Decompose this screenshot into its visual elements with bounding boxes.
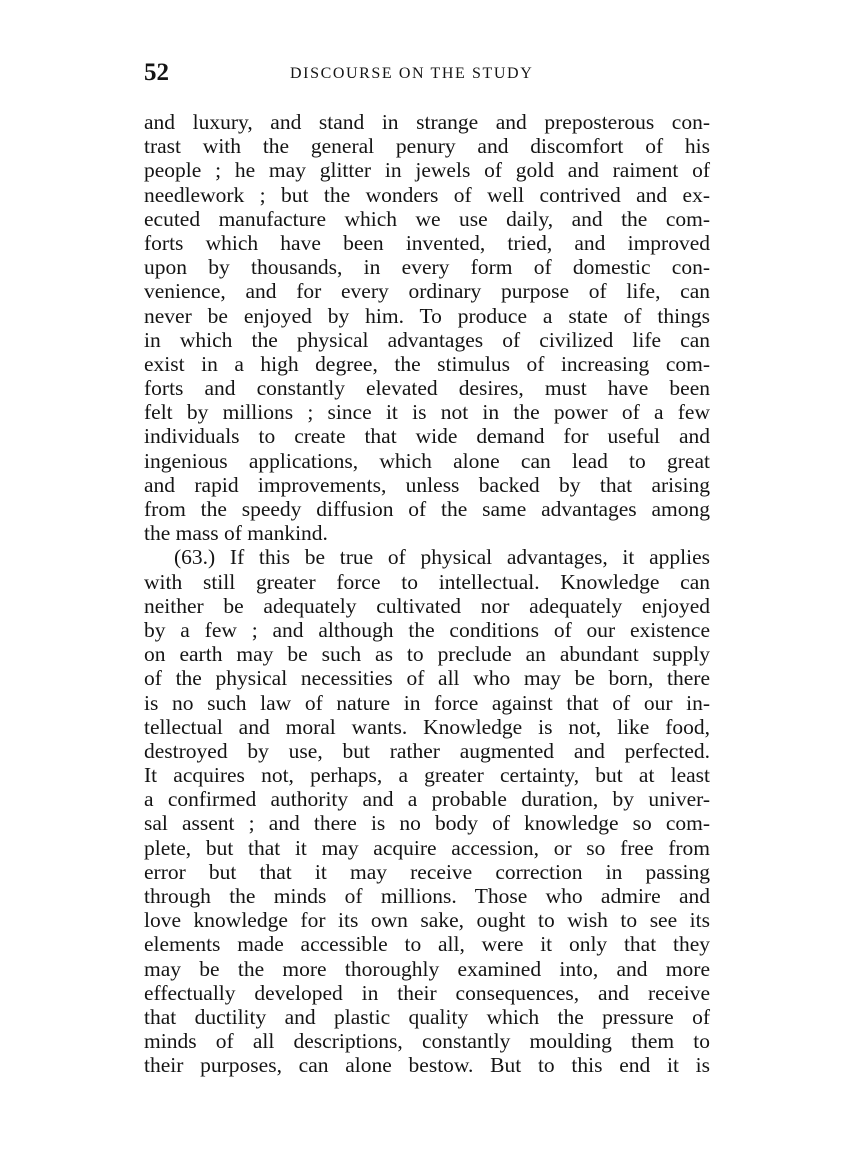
text-line: error but that it may receive correction in passing — [144, 859, 710, 884]
text-line: needlework ; but the wonders of well contrived and ex- — [144, 182, 710, 207]
text-line: from the speedy diffusion of the same advantages among — [144, 497, 710, 521]
text-line: exist in a high degree, the stimulus of increasing com- — [144, 351, 710, 376]
running-head — [144, 58, 710, 88]
text-line: and rapid improvements, unless backed by that arising — [144, 472, 710, 497]
page-number: 52 — [144, 59, 169, 86]
text-line: It acquires not, perhaps, a greater certainty, but at least — [144, 763, 710, 788]
text-line: felt by millions ; since it is not in the power of a few — [144, 400, 710, 425]
text-line: effectually developed in their consequences, and receive — [144, 980, 710, 1005]
running-title: DISCOURSE ON THE STUDY — [290, 65, 534, 82]
text-line: love knowledge for its own sake, ought to wish to see its — [144, 908, 710, 933]
text-line: through the minds of millions. Those who admire and — [144, 884, 710, 908]
paragraph-start-line: (63.) If this be true of physical advantages, it applies — [174, 545, 710, 570]
body-text — [144, 110, 710, 1078]
text-line: a confirmed authority and a probable duration, by univer- — [144, 787, 710, 812]
text-line: that ductility and plastic quality which the pressure of — [144, 1004, 710, 1029]
text-line: plete, but that it may acquire accession, or so free from — [144, 835, 710, 860]
text-line: and luxury, and stand in strange and preposterous con- — [144, 110, 710, 134]
text-line: in which the physical advantages of civilized life can — [144, 327, 710, 352]
text-line: minds of all descriptions, constantly moulding them to — [144, 1029, 710, 1054]
text-line: of the physical necessities of all who may be born, there — [144, 666, 710, 691]
text-line: ingenious applications, which alone can lead to great — [144, 448, 710, 473]
text-line: forts and constantly elevated desires, must have been — [144, 376, 710, 401]
text-line: sal assent ; and there is no body of knowledge so com- — [144, 811, 710, 836]
text-line: destroyed by use, but rather augmented and perfected. — [144, 738, 710, 763]
text-line: on earth may be such as to preclude an abundant supply — [144, 642, 710, 667]
text-line: upon by thousands, in every form of domestic con- — [144, 255, 710, 280]
text-line: ecuted manufacture which we use daily, and the com- — [144, 206, 710, 231]
paragraph-end-line: the mass of mankind. — [144, 521, 328, 546]
text-line: with still greater force to intellectual. Knowledge can — [144, 569, 710, 594]
text-line: people ; he may glitter in jewels of gold and raiment of — [144, 158, 710, 183]
text-line: elements made accessible to all, were it only that they — [144, 932, 710, 957]
text-line: their purposes, can alone bestow. But to this end it is — [144, 1053, 710, 1078]
text-line: forts which have been invented, tried, and improved — [144, 230, 710, 255]
text-line: may be the more thoroughly examined into, and more — [144, 956, 710, 981]
text-line: venience, and for every ordinary purpose of life, can — [144, 279, 710, 304]
text-line: by a few ; and although the conditions of our existence — [144, 617, 710, 642]
text-line: trast with the general penury and discomfort of his — [144, 134, 710, 159]
text-line: neither be adequately cultivated nor adequately enjoyed — [144, 593, 710, 618]
text-line: tellectual and moral wants. Knowledge is not, like food, — [144, 714, 710, 739]
text-line: never be enjoyed by him. To produce a state of things — [144, 303, 710, 328]
text-line: is no such law of nature in force against that of our in- — [144, 690, 710, 715]
text-line: individuals to create that wide demand for useful and — [144, 424, 710, 449]
